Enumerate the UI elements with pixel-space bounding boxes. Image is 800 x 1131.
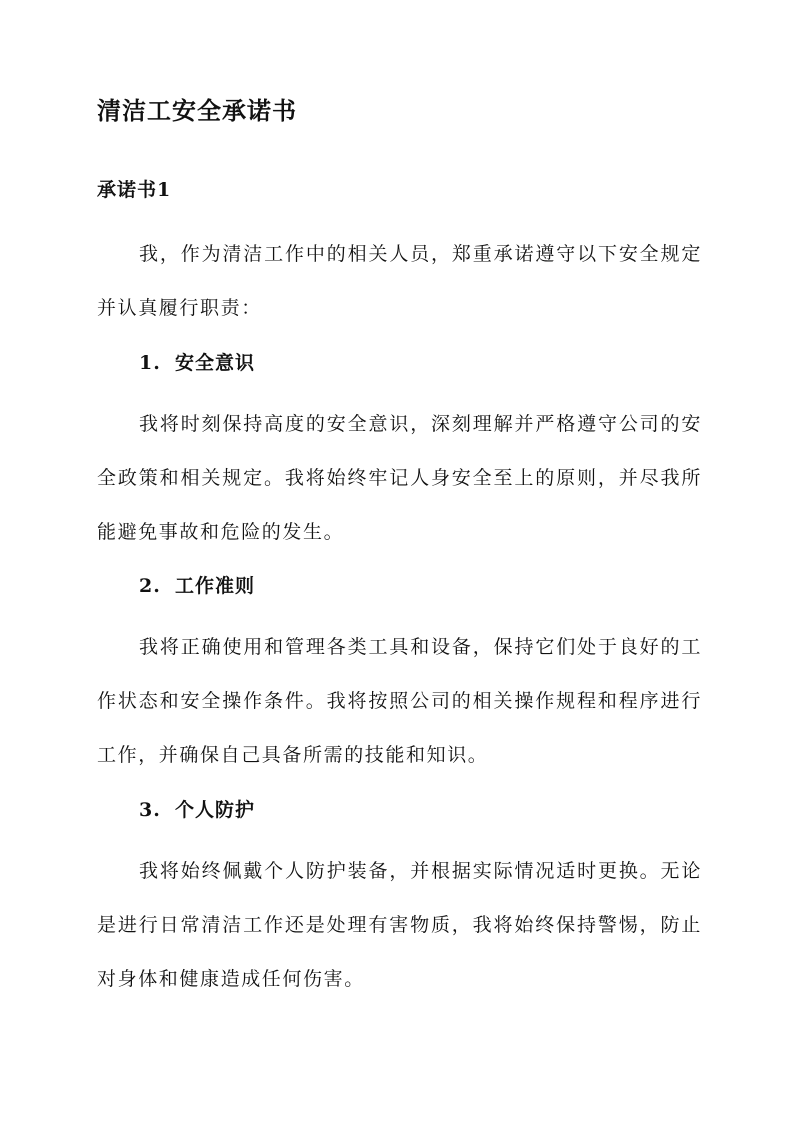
section-body: 我将始终佩戴个人防护装备，并根据实际情况适时更换。无论是进行日常清洁工作还是处理有害物质，我将始终保持警惕，防止对身体和健康造成任何伤害。	[97, 860, 702, 990]
section-heading	[139, 572, 255, 600]
section-number: 1.	[139, 352, 161, 374]
section-title: 工作准则	[175, 575, 256, 597]
section-heading	[139, 349, 255, 377]
section-heading	[139, 796, 255, 824]
document-subtitle: 承诺书1	[97, 179, 172, 201]
section-title: 安全意识	[175, 352, 256, 374]
intro-paragraph: 我，作为清洁工作中的相关人员，郑重承诺遵守以下安全规定并认真履行职责：	[97, 243, 702, 319]
section-title: 个人防护	[175, 799, 256, 821]
section-number: 3.	[139, 799, 161, 821]
section-body: 我将正确使用和管理各类工具和设备，保持它们处于良好的工作状态和安全操作条件。我将按照公司的相关操作规程和程序进行工作，并确保自己具备所需的技能和知识。	[97, 636, 702, 766]
section-body: 我将时刻保持高度的安全意识，深刻理解并严格遵守公司的安全政策和相关规定。我将始终牢记人身安全至上的原则，并尽我所能避免事故和危险的发生。	[97, 413, 702, 543]
section-number: 2.	[139, 575, 161, 597]
document-title: 清洁工安全承诺书	[97, 96, 297, 125]
